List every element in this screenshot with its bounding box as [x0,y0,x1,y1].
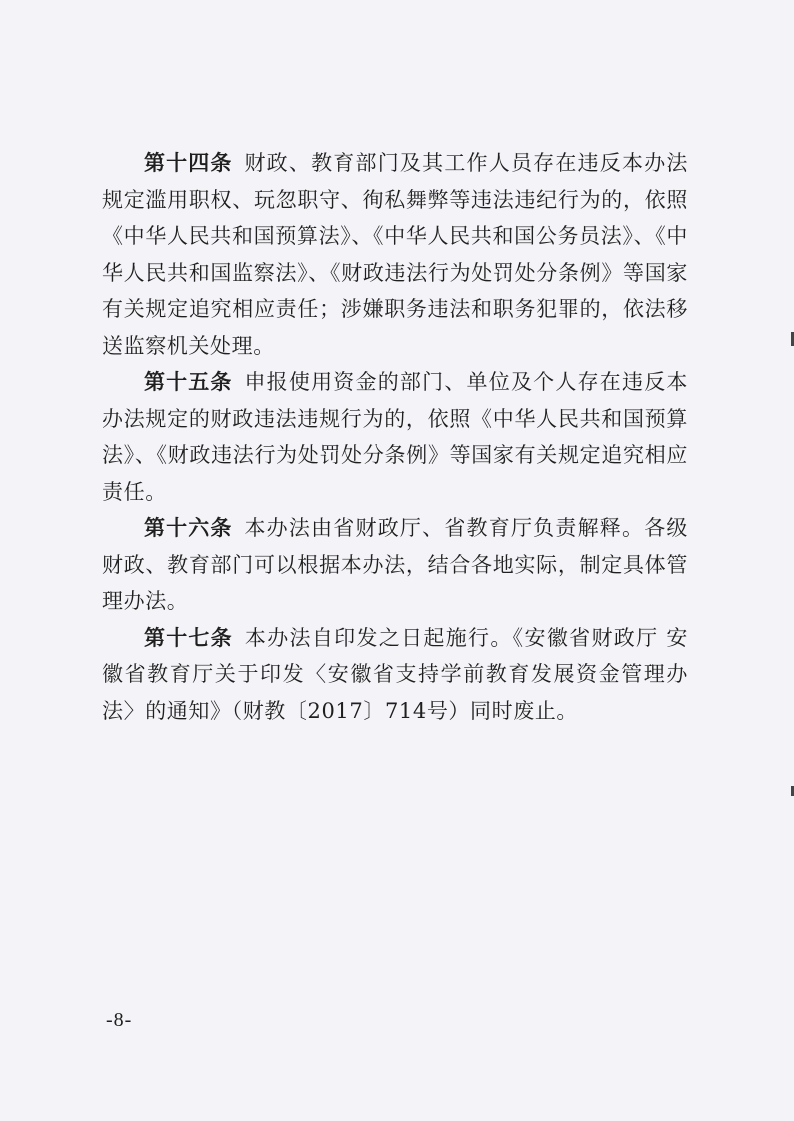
article-text: 财政、教育部门及其工作人员存在违反本办法规定滥用职权、玩忽职守、徇私舞弊等违法违纪行为的，依照《中华人民共和国预算法》、《中华人民共和国公务员法》、《中华人民共和国监察法》、《财政违法行为处罚处分条例》等国家有关规定追究相应责任；涉嫌职务违法和职务犯罪的，依法移送监察机关处理。 [102,151,689,358]
article-text: 本办法由省财政厅、省教育厅负责解释。各级财政、教育部门可以根据本办法，结合各地实际，制定具体管理办法。 [102,516,689,613]
document-body [102,145,688,729]
article-15 [102,364,688,510]
article-number: 第十五条 [144,370,233,394]
article-text: 本办法自印发之日起施行。《安徽省财政厅 安徽省教育厅关于印发〈安徽省支持学前教育发展资金管理办法〉的通知》（财教〔2017〕714号）同时废止。 [102,625,688,723]
article-16 [102,510,688,620]
article-14 [102,145,688,364]
article-number: 第十七条 [144,625,233,650]
article-17 [102,620,688,730]
article-number: 第十四条 [144,151,233,175]
article-text: 申报使用资金的部门、单位及个人存在违反本办法规定的财政违法违规行为的，依照《中华人民共和国预算法》、《财政违法行为处罚处分条例》等国家有关规定追究相应责任。 [102,370,689,504]
page-number: -8- [106,1009,133,1031]
article-number: 第十六条 [144,516,233,540]
